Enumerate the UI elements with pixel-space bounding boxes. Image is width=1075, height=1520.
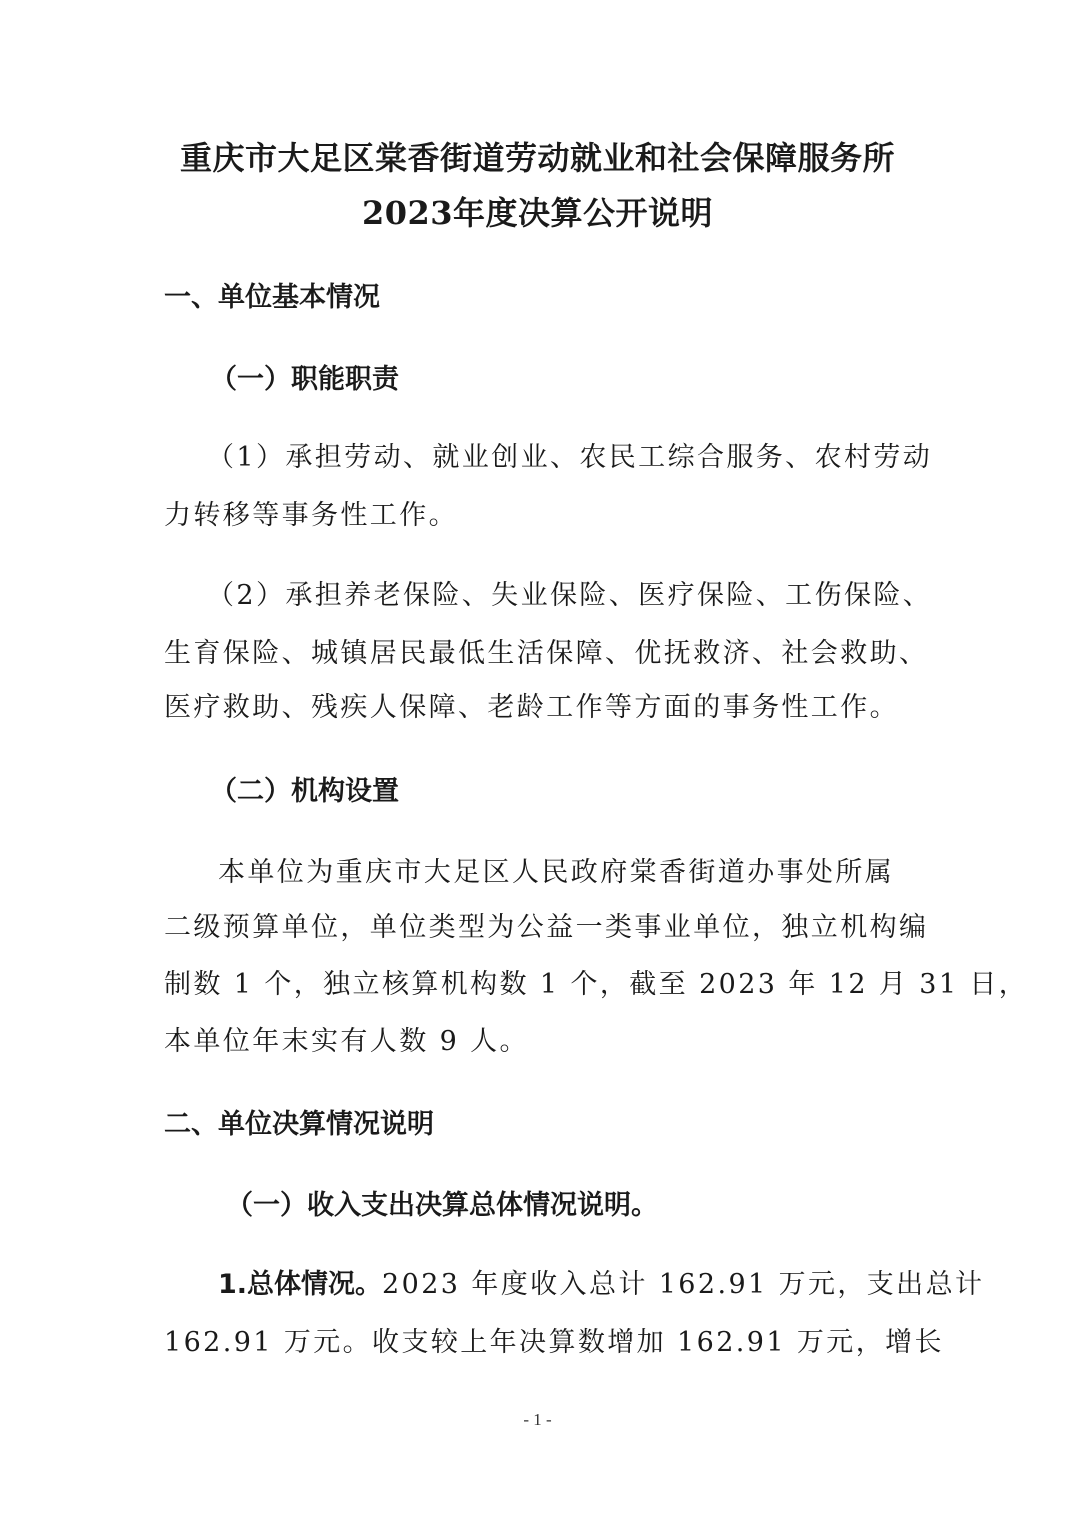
section-1-heading: 一、单位基本情况 [164,282,380,313]
org-line-4: 本单位年末实有人数 9 人。 [164,1026,529,1057]
duty-2-line-1: （2）承担养老保险、失业保险、医疗保险、工伤保险、 [207,580,933,611]
page-number: - 1 - [523,1410,552,1429]
document-title-line-1: 重庆市大足区棠香街道劳动就业和社会保障服务所 [179,139,895,177]
org-line-2: 二级预算单位，单位类型为公益一类事业单位，独立机构编 [164,912,929,943]
org-line-3: 制数 1 个，独立核算机构数 1 个，截至 2023 年 12 月 31 日， [164,969,1029,1000]
subsection-2-1-heading: （一）收入支出决算总体情况说明。 [226,1190,658,1221]
overview-line-1 [218,1267,984,1303]
duty-1-line-2: 力转移等事务性工作。 [164,500,458,531]
duty-2-line-2: 生育保险、城镇居民最低生活保障、优抚救济、社会救助、 [164,638,929,669]
document-title-line-2: 2023年度决算公开说明 [361,194,714,232]
duty-1-line-1: （1）承担劳动、就业创业、农民工综合服务、农村劳动 [207,442,933,473]
overview-line-2: 162.91 万元。收支较上年决算数增加 162.91 万元，增长 [164,1327,944,1358]
subsection-1-1-heading: （一）职能职责 [210,364,399,395]
overview-lead: 1.总体情况。 [218,1269,383,1300]
section-2-heading: 二、单位决算情况说明 [164,1109,434,1140]
duty-2-line-3: 医疗救助、残疾人保障、老龄工作等方面的事务性工作。 [164,692,899,723]
subsection-1-2-heading: （二）机构设置 [210,776,399,807]
org-line-1: 本单位为重庆市大足区人民政府棠香街道办事处所属 [218,857,895,888]
overview-line-1-text: 2023 年度收入总计 162.91 万元，支出总计 [382,1269,985,1300]
